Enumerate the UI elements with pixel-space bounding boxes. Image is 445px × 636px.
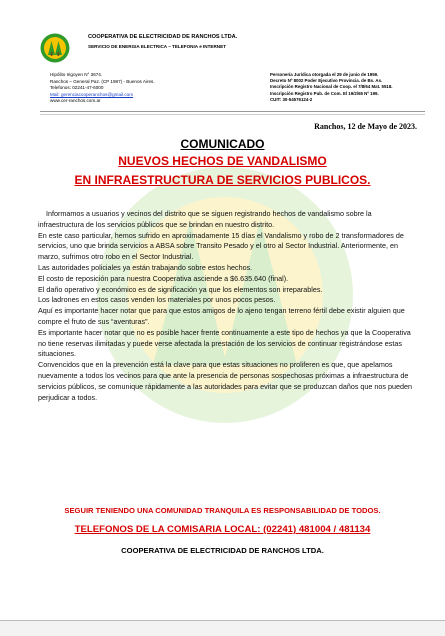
- email-link[interactable]: Mail: gerenciacooperanchos@gmail.com: [50, 91, 134, 97]
- communique-heading: COMUNICADO: [180, 137, 265, 151]
- legal-line: CUIT: 30-54576124-2: [270, 96, 313, 102]
- org-subtitle: SERVICIO DE ENERGIA ELECTRICA – TELEFONIA e INTERNET: [88, 44, 226, 49]
- body-paragraph: El daño operativo y económico es de significación ya que los elementos son irreparables.: [38, 284, 323, 294]
- legal-line: Decreto Nº 8002 Poder Ejecutivo Provincia. de Bs. As.: [270, 78, 383, 84]
- address-block: [50, 72, 155, 105]
- body-paragraph: Informamos a usuarios y vecinos del distrito que se siguen registrando hechos de vandalismo sobre la infraestructura de los servicios públicos que se brindan en nuestro distrito.: [38, 209, 372, 229]
- body-paragraph: Es importante hacer notar que no es posible hacer frente continuamente a este tipo de hechos ya que la Cooperativa no tiene reservas ilimitadas y puede verse afectada la prestación de los servicios de continuar registrándose estas situaciones.: [38, 327, 411, 359]
- page-footer-strip: [0, 620, 445, 636]
- legal-line: Inscripción Registro Pub. de Com. El 19/2/65 Nº 199.: [270, 90, 379, 96]
- cooperative-logo: [40, 33, 70, 63]
- address-line: Hipólito Irigoyen N° 3674.: [50, 72, 103, 77]
- legal-info-block: [270, 72, 393, 103]
- body-paragraph: Las autoridades policiales ya están trabajando sobre estos hechos.: [38, 262, 253, 272]
- address-line: Ranchos – General Paz. (CP 1987) - Buenos Aires.: [50, 78, 155, 84]
- body-paragraph: Los ladrones en estos casos venden los materiales por unos pocos pesos.: [38, 295, 276, 305]
- signature: COOPERATIVA DE ELECTRICIDAD DE RANCHOS LTDA.: [121, 546, 324, 555]
- body-paragraph: Convencidos que en la prevención está la clave para que estas situaciones no proliferen es que, que apelamos nuevamente a todos los vecinos para que ante la presencia de personas sospechosas próximas a infraestructura de servicios públicos, se comunique rápidamente a las autoridades para evitar que se produzcan daños que nos pueden perjudicar a todos.: [38, 360, 412, 402]
- website-link[interactable]: www.cer-ranchos.com.ar: [50, 98, 101, 104]
- legal-line: Inscripción Registro Nacional de Coop. el 7/8/64 Mat. 5518.: [270, 84, 393, 90]
- headline-line-2: EN INFRAESTRUCTURA DE SERVICIOS PUBLICOS.: [74, 173, 371, 187]
- document-date: Ranchos, 12 de Mayo de 2023.: [314, 122, 417, 131]
- header-divider: [40, 114, 425, 115]
- body-paragraph: Aquí es importante hacer notar que para que estos amigos de lo ajeno tengan terreno fértil debe existir alguien que compre el fruto de sus “aventuras”.: [38, 306, 405, 326]
- body-paragraph: En este caso particular, hemos sufrido en aproximadamente 15 días el Vandalismo y robo de 2 transformadores de servicios, uno que brinda servicios a ABSA sobre Transito Pesado y el otro al Sector Industrial. Anteriormente, en marzo, sufrimos otro robo en el Sector Industrial.: [38, 230, 404, 262]
- header-divider: [40, 111, 425, 112]
- phone-line: Telefonos: 02241-47-6000: [50, 85, 104, 91]
- org-name: COOPERATIVA DE ELECTRICIDAD DE RANCHOS LTDA.: [88, 34, 238, 40]
- headline-line-1: NUEVOS HECHOS DE VANDALISMO: [118, 154, 327, 168]
- police-phones: TELEFONOS DE LA COMISARIA LOCAL: (02241) 481004 / 481134: [74, 524, 371, 535]
- body-paragraph: El costo de reposición para nuestra Cooperativa asciende a $6.635.640 (final).: [38, 273, 289, 283]
- communique-body: [38, 209, 418, 403]
- legal-line: Personería Jurídica otorgada el 29 de junio de 1959.: [270, 72, 379, 77]
- closing-slogan: SEGUIR TENIENDO UNA COMUNIDAD TRANQUILA ES RESPONSABILIDAD DE TODOS.: [64, 506, 381, 515]
